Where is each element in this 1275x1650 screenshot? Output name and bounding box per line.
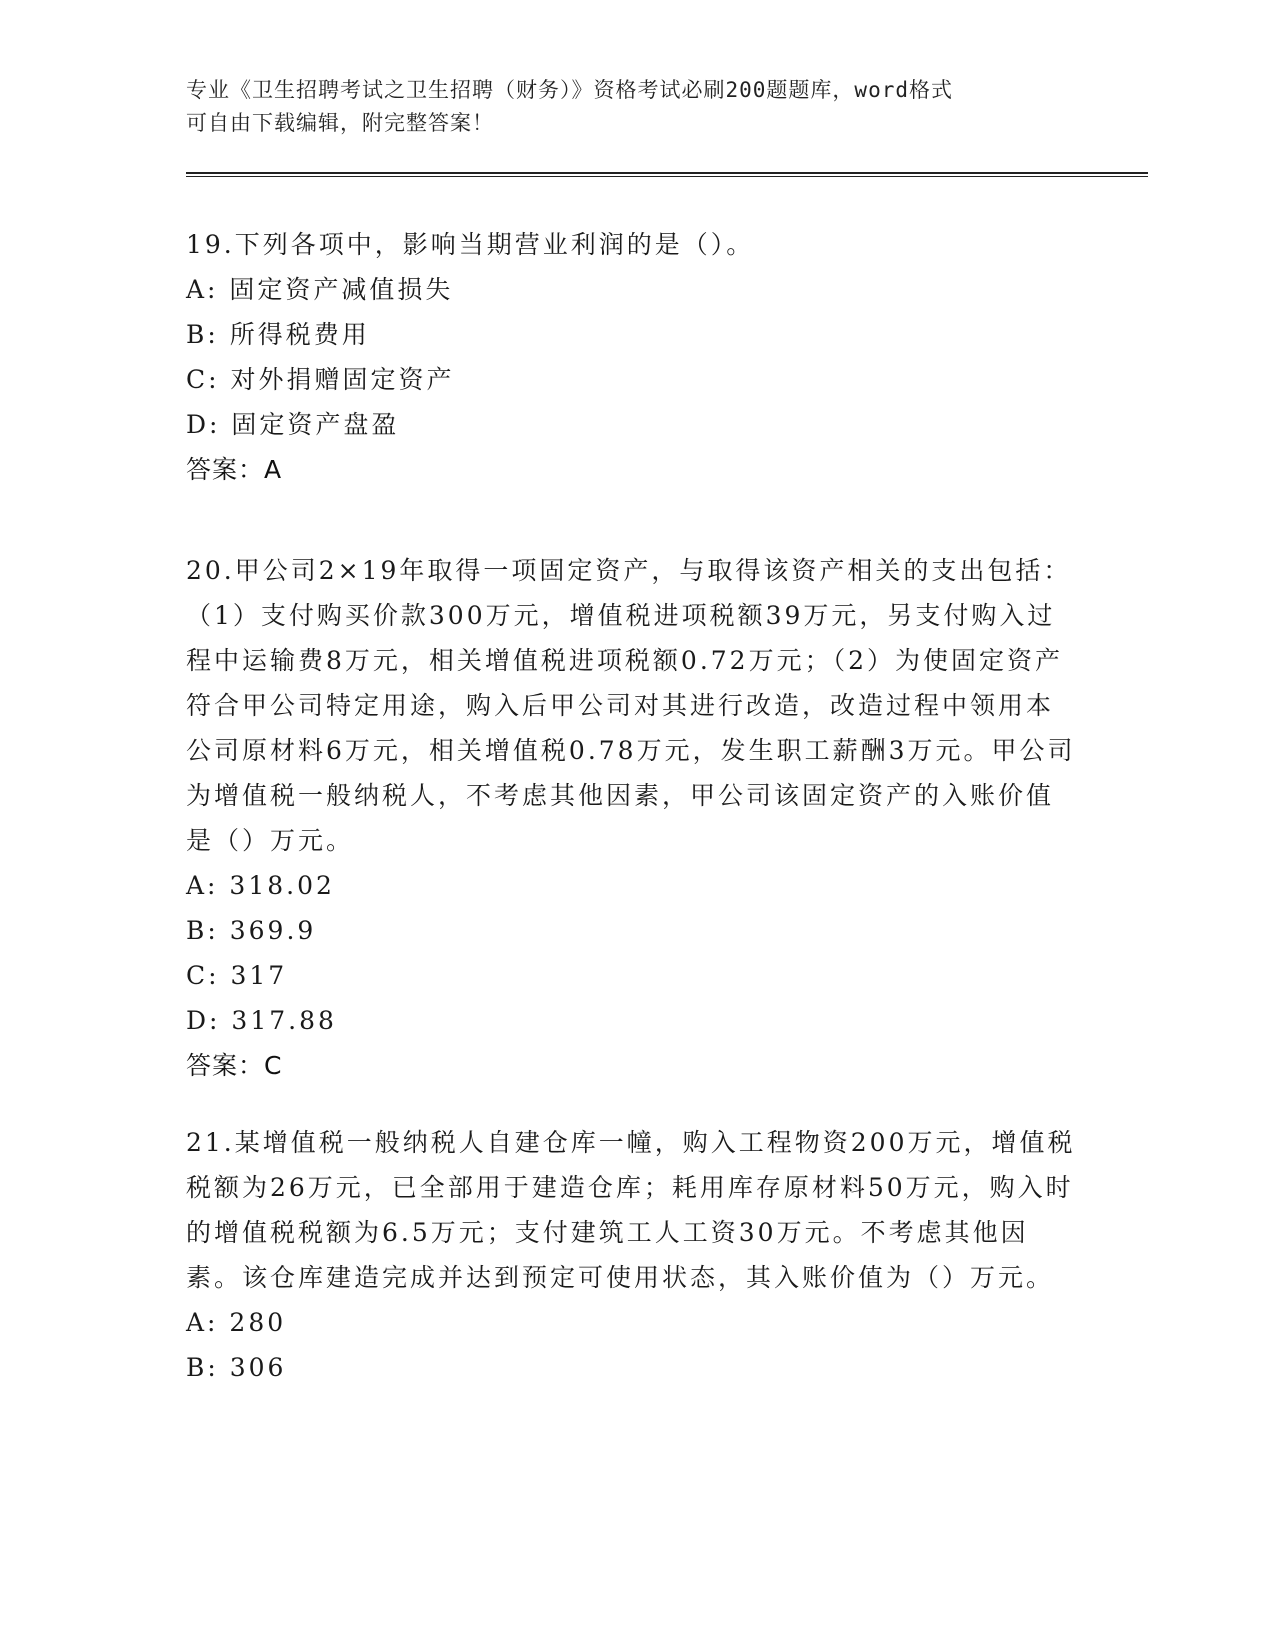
question-19: [186, 222, 1076, 492]
answer: 答案：A: [186, 455, 283, 484]
option-c: C: 317: [186, 961, 288, 990]
option-c: C: 对外捐赠固定资产: [186, 365, 455, 394]
question-stem: 19.下列各项中，影响当期营业利润的是（）。: [186, 230, 755, 259]
option-b: B: 369.9: [186, 916, 317, 945]
question-20: [186, 548, 1076, 1088]
answer: 答案：C: [186, 1051, 283, 1080]
header-title-line-1: 专业《卫生招聘考试之卫生招聘（财务）》资格考试必刷200题题库，word格式: [186, 78, 953, 102]
question-stem: 20.甲公司2×19年取得一项固定资产，与取得该资产相关的支出包括：（1）支付购买价款300万元，增值税进项税额39万元，另支付购入过程中运输费8万元，相关增值税进项税额0.72万元；（2）为使固定资产符合甲公司特定用途，购入后甲公司对其进行改造，改造过程中领用本公司原材料6万元，相关增值税0.78万元，发生职工薪酬3万元。甲公司为增值税一般纳税人，不考虑其他因素，甲公司该固定资产的入账价值是（）万元。: [186, 556, 1076, 855]
option-d: D: 317.88: [186, 1006, 337, 1035]
document-header: [186, 74, 1066, 140]
option-a: A: 固定资产减值损失: [186, 275, 454, 304]
question-stem: 21.某增值税一般纳税人自建仓库一幢，购入工程物资200万元，增值税税额为26万元，已全部用于建造仓库；耗用库存原材料50万元，购入时的增值税税额为6.5万元；支付建筑工人工资30万元。不考虑其他因素。该仓库建造完成并达到预定可使用状态，其入账价值为（）万元。: [186, 1128, 1076, 1292]
question-21: [186, 1120, 1076, 1390]
option-a: A: 318.02: [186, 871, 335, 900]
option-d: D: 固定资产盘盈: [186, 410, 400, 439]
option-a: A: 280: [186, 1308, 287, 1337]
header-divider: [186, 172, 1148, 177]
header-title-line-2: 可自由下载编辑，附完整答案！: [186, 111, 494, 135]
option-b: B: 306: [186, 1353, 287, 1382]
option-b: B: 所得税费用: [186, 320, 370, 349]
